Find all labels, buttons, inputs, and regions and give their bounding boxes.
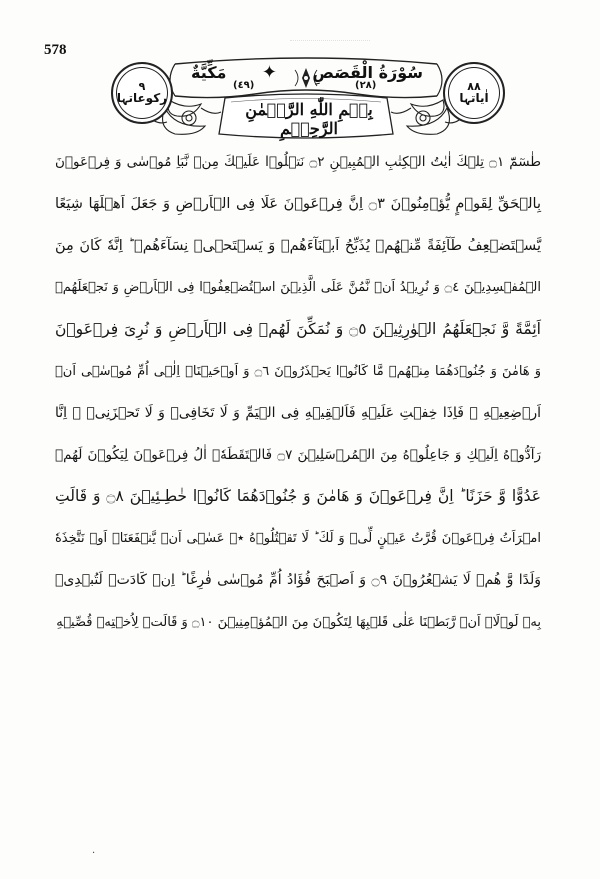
revelation-order-sub: (٤٩) <box>233 80 255 91</box>
verse-line-6: وَ هَامٰنَ وَ جُنُوۡدَهُمَا مِنۡهُمۡ مَّا كَانُوۡا یَحۡذَرُوۡنَ ۝٦ وَ اَوۡحَیۡنَاۤ اِلٰۤى اُمِّ مُوۡسٰۤى اَنۡ <box>55 363 541 379</box>
margin-speck: · <box>92 848 96 859</box>
verse-text-block <box>55 142 541 644</box>
page-number: 578 <box>44 42 67 58</box>
verse-count-number: ٨٨ <box>467 79 481 93</box>
bleed-through-trace <box>290 40 370 47</box>
verse-count-label: اٰیاتہا <box>459 91 489 106</box>
revelation-type: مَکِّیَّةٌ <box>191 63 227 82</box>
verse-line-12: بِهٖ لَوۡلَاۤ اَنۡ رَّبَطۡنَا عَلٰى قَلۡبِهَا لِتَكُوۡنَ مِنَ الۡمُؤۡمِنِیۡنَ ۝١٠ وَ قَالَتۡ لِاُخۡتِهٖ قُصِّیۡهِ <box>56 614 541 630</box>
surah-header <box>105 56 507 142</box>
verse-count-medallion <box>443 62 505 124</box>
surah-name: سُوْرَةُ الْقَصَصِ <box>312 63 423 82</box>
verse-line-10: امۡرَاَتُ فِرۡعَوۡنَ قُرَّتُ عَیۡنٍ لِّیۡ وَ لَكَ ؕ لَا تَقۡتُلُوۡهُ ٭ۖ عَسٰۤى اَنۡ یَّنۡفَعَنَاۤ اَوۡ نَتَّخِذَهٗ <box>55 531 541 547</box>
verse-line-11: وَلَدًا وَّ هُمۡ لَا یَشۡعُرُوۡنَ ۝٩ وَ اَصۡبَحَ فُؤَادُ اُمِّ مُوۡسٰى فٰرِغًا ؕ اِنۡ كَادَتۡ لَتُبۡدِیۡ <box>55 571 541 588</box>
verse-line-4: الۡمُفۡسِدِیۡنَ ۝٤ وَ نُرِیۡدُ اَنۡ نَّمُنَّ عَلَى الَّذِیۡنَ اسۡتُضۡعِفُوۡا فِی الۡاَرۡضِ وَ نَجۡعَلَهُمۡ <box>55 280 541 296</box>
verse-line-1: طٰسٓمّٓ ۝١ تِلۡكَ اٰیٰتُ الۡكِتٰبِ الۡمُبِیۡنِ ۝٢ نَتۡلُوۡا عَلَیۡكَ مِنۡ نَّبَاِ مُوۡسٰى وَ فِرۡعَوۡنَ <box>55 154 541 170</box>
section-count-number: ٩ <box>138 79 146 93</box>
verse-line-8: رَآدُّوۡهُ اِلَیۡكِ وَ جَاعِلُوۡهُ مِنَ الۡمُرۡسَلِیۡنَ ۝٧ فَالۡتَقَطَهٗۤ اٰلُ فِرۡعَوۡنَ لِیَكُوۡنَ لَهُمۡ <box>55 446 541 463</box>
verse-line-9: عَدُوًّا وَّ حَزَنًا ؕ اِنَّ فِرۡعَوۡنَ وَ هَامٰنَ وَ جُنُوۡدَهُمَا كَانُوۡا خٰطِـئِیۡنَ ۝٨ وَ قَالَتِ <box>55 487 541 506</box>
verse-line-2: بِالۡحَقِّ لِقَوۡمٍ یُّؤۡمِنُوۡنَ ۝٣ اِنَّ فِرۡعَوۡنَ عَلَا فِی الۡاَرۡضِ وَ جَعَلَ اَهۡلَهَا شِیَعًا <box>55 195 541 212</box>
verse-line-7: اَرۡضِعِیۡهِ ۚ فَاِذَا خِفۡتِ عَلَیۡهِ فَاَلۡقِیۡهِ فِی الۡیَمِّ وَ لَا تَخَافِیۡ وَ لَا تَحۡزَنِیۡ ۚ اِنَّا <box>55 404 541 421</box>
basmala: بِسۡمِ اللّٰهِ الرَّحۡمٰنِ الرَّحِیۡمِ <box>245 100 373 138</box>
section-count-medallion <box>111 62 173 124</box>
verse-line-3: یَّسۡتَضۡعِفُ طَآئِفَةً مِّنۡهُمۡ یُذَبِّحُ اَبۡنَآءَهُمۡ وَ یَسۡتَحۡیٖ نِسَآءَهُمۡ ؕ اِنَّهٗ كَانَ مِنَ <box>55 237 541 254</box>
surah-title-row <box>191 62 423 83</box>
section-count-label: رکوعاتہا <box>116 91 168 106</box>
verse-line-5: اَئِمَّةً وَّ نَجۡعَلَهُمُ الۡوٰرِثِیۡنَ ۝٥ وَ نُمَكِّنَ لَهُمۡ فِی الۡاَرۡضِ وَ نُرِیَ فِرۡعَوۡنَ <box>55 320 541 339</box>
surah-number-sub: (٢٨) <box>355 80 377 91</box>
star-ornament-icon: ✦ <box>261 62 277 83</box>
